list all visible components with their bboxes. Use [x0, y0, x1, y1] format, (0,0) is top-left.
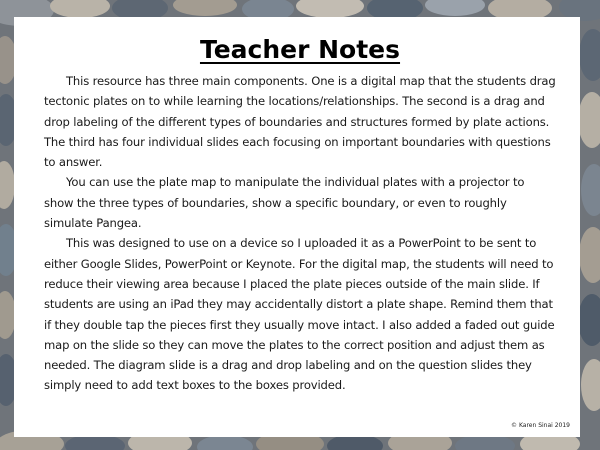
paragraph-plate-map: You can use the plate map to manipulate the individual plates with a projector to show the three types of boundaries, show a specific boundary, or even to roughly simulate Pangea. — [44, 175, 525, 231]
copyright-notice: © Karen Sinai 2019 — [511, 422, 570, 429]
paragraph-components: This resource has three main components. One is a digital map that the students drag tectonic plates on to while learning the locations/relationships. The second is a drag and drop labeling of the different types of boundaries and structures formed by plate actions. The third has four individual slides each focusing on important boundaries with questions to answer. — [44, 74, 556, 170]
paragraph-device-usage: This was designed to use on a device so I uploaded it as a PowerPoint to be sent to either Google Slides, PowerPoint or Keynote. For the digital map, the students will need to reduce their viewing area because I placed the plate pieces outside of the main slide. If students are using an iPad they may accidentally distort a plate shape. Remind them that if they double tap the pieces first they usually move intact. I also added a faded out guide map on the slide so they can move the plates to the correct position and adjust them as needed. The diagram slide is a drag and drop labeling and on the question slides they simply need to add text boxes to the boxes provided. — [44, 236, 555, 393]
page-title: Teacher Notes — [199, 35, 401, 64]
teacher-notes-card — [14, 17, 580, 437]
